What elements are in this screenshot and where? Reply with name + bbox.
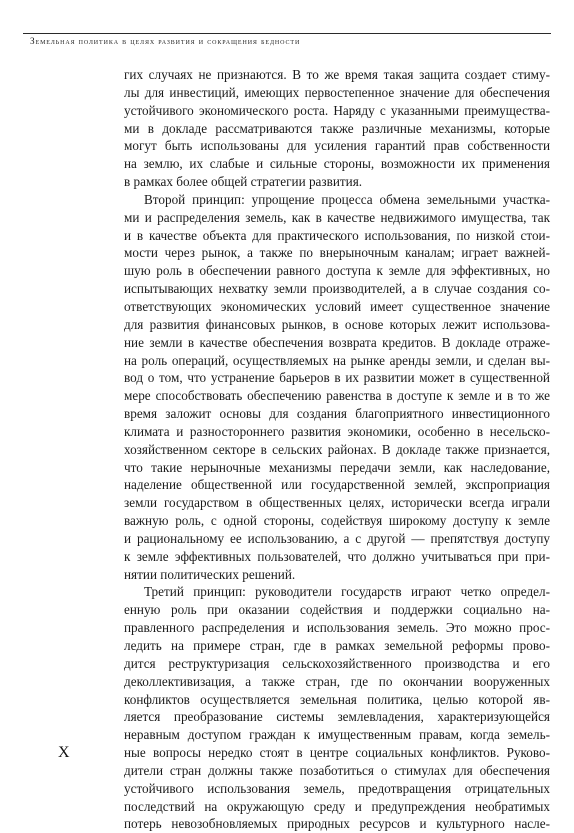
text-line: вод о том, что устранение барьеров в их развитии может в существенной bbox=[124, 370, 550, 386]
text-line: к земле эффективных пользователей, что должно учитываться при при- bbox=[124, 548, 550, 564]
text-line: Третий принцип: руководители государств играют четко определ- bbox=[144, 584, 550, 600]
text-line: на роль операций, осуществляемых на рынке аренды земли, и сделан вы- bbox=[124, 352, 550, 368]
text-line: ми и распределения земель, как в качестве недвижимого имущества, так bbox=[124, 209, 550, 225]
text-line: ные вопросы нередко стоят в центре социальных конфликтов. Руково- bbox=[124, 745, 550, 761]
text-line: правленного распределения и использования земель. Это можно прос- bbox=[124, 620, 550, 636]
body-text bbox=[124, 66, 550, 833]
text-line: лы для инвестиций, имеющих первостепенное значение для обеспечения bbox=[124, 84, 550, 100]
text-line: в рамках более общей стратегии развития. bbox=[124, 174, 363, 190]
text-line: наделение общественной или государственной землей, экспроприация bbox=[124, 477, 550, 493]
text-line: и в качестве объекта для практического использования, по низкой стои- bbox=[124, 227, 550, 243]
text-line: устойчивого использования земель, предотвращения отрицательных bbox=[124, 780, 550, 796]
running-header: Земельная политика в целях развития и сокращения бедности bbox=[30, 36, 301, 46]
header-rule bbox=[23, 33, 551, 34]
text-line: мере способствовать обеспечению равенства в доступе к земле и в то же bbox=[124, 388, 550, 404]
page-number: X bbox=[58, 744, 70, 761]
text-line: деколлективизация, а также стран, где по окончании вооруженных bbox=[124, 673, 550, 689]
text-line: конфликтов осуществляется земельная политика, целью которой яв- bbox=[124, 691, 550, 707]
text-line: мости через рынок, а также по внерыночным каналам; играет важней- bbox=[124, 245, 550, 261]
text-line: климата и разностороннего развития экономики, особенно в несельско- bbox=[124, 423, 550, 439]
text-line: важную роль, с одной стороны, содействуя широкому доступу к земле bbox=[124, 513, 550, 529]
text-line: дится реструктуризация сельскохозяйственного производства и его bbox=[124, 655, 550, 671]
text-line: Второй принцип: упрощение процесса обмена земельными участка- bbox=[144, 191, 550, 207]
text-line: неравным доступом граждан к имущественным правам, когда земель- bbox=[124, 727, 550, 743]
text-line: хозяйственном секторе в сельских районах. В докладе также признается, bbox=[124, 441, 550, 457]
text-line: устойчивого экономического роста. Наряду с указанными преимущества- bbox=[124, 102, 550, 118]
text-line: ляется преобразование системы землевладения, характеризующейся bbox=[124, 709, 550, 725]
text-line: потерь невозобновляемых природных ресурсов и культурного насле- bbox=[124, 816, 550, 832]
text-line: время заложит основы для создания благоприятного инвестиционного bbox=[124, 406, 550, 422]
text-line: ние земли в качестве обеспечения возврата кредитов. В докладе отраже- bbox=[124, 334, 550, 350]
text-line: гих случаях не признаются. В то же время такая защита создает стиму- bbox=[124, 67, 550, 82]
text-line: дители стран должны также позаботиться о стимулах для обеспечения bbox=[124, 762, 550, 778]
text-line: ми в докладе рассматриваются также различные механизмы, которые bbox=[124, 120, 550, 136]
text-line: для развития финансовых рынков, в основе которых лежит использова- bbox=[124, 316, 550, 332]
text-line: могут быть использованы для усиления гарантий прав собственности bbox=[124, 138, 550, 154]
text-line: земли государством в общественных целях, исторически всегда играли bbox=[124, 495, 550, 511]
text-line: енную роль при оказании содействия и поддержки социально на- bbox=[124, 602, 550, 618]
text-line: испытывающих нехватку земли производителей, а в случае создания со- bbox=[124, 281, 550, 297]
text-line: шую роль в обеспечении равного доступа к земле для эффективных, но bbox=[124, 263, 550, 279]
text-line: нятии политических решений. bbox=[124, 566, 296, 582]
text-line: на землю, их слабые и сильные стороны, возможности их применения bbox=[124, 156, 550, 172]
text-line: что такие нерыночные механизмы передачи земли, как наследование, bbox=[124, 459, 550, 475]
text-line: ответствующих экономических условий имеет существенное значение bbox=[124, 298, 550, 314]
text-line: и рациональному ее использованию, а с другой — препятствуя доступу bbox=[124, 530, 550, 546]
text-line: последствий на окружающую среду и предупреждения необратимых bbox=[124, 798, 550, 814]
text-line: ледить на примере стран, где в рамках земельной реформы прово- bbox=[124, 638, 550, 653]
